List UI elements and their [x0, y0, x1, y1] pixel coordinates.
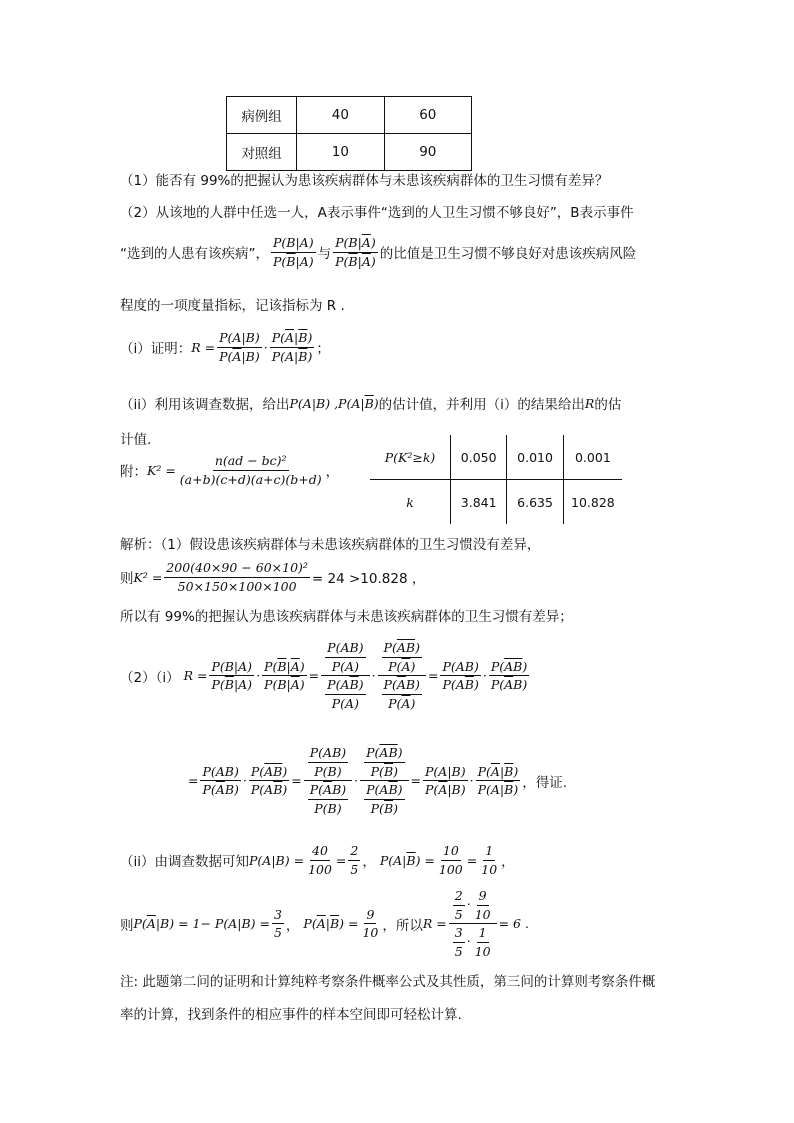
text: 的比值是卫生习惯不够良好对患该疾病风险: [379, 246, 637, 263]
header-cell: P(K²≥k): [370, 435, 450, 480]
text: （2）（i）: [120, 669, 180, 686]
text: = 24 >10.828 ，: [311, 571, 426, 588]
case-control-table: [226, 96, 472, 171]
cell: 0.050: [450, 435, 506, 480]
solution-line3: 所以有 99%的把握认为患该疾病群体与未患该疾病群体的卫生习惯有差异；: [120, 609, 573, 625]
formula: K² =: [147, 462, 176, 478]
cell: 6.635: [507, 480, 563, 525]
question-ii-line1: [120, 393, 621, 413]
text: 的估: [594, 397, 622, 413]
cell: 40: [297, 97, 384, 134]
formula: R: [584, 395, 595, 411]
cell: 0.001: [563, 435, 622, 480]
cell: 10.828: [563, 480, 622, 525]
row-label: k: [406, 494, 414, 510]
text: ，得证.: [522, 774, 568, 791]
text: 的估计值，并利用（i）的结果给出: [378, 397, 585, 413]
row-label: 对照组: [227, 134, 297, 171]
row-label: 病例组: [227, 97, 297, 134]
appendix-formula: 附： K² = $\frac{\text{n(ad − bc)²}}{(a+b)(c+d)(a+c)(b+d)}$ ，: [120, 453, 340, 487]
text: 附：: [120, 464, 147, 481]
text: 则: [120, 917, 134, 934]
text: 与: [317, 246, 332, 263]
text: 则: [120, 571, 134, 588]
question-1: （1）能否有 99%的把握认为患该疾病群体与未患该疾病群体的卫生习惯有差异？: [120, 173, 609, 189]
table-row: [370, 480, 622, 525]
solution-line2: [120, 560, 425, 594]
question-i: （i）证明： R = $\frac{P(A|B)}{P(\overline{A}|B)}$ · $\frac{P(\overline{A}|\overline{B})}{P(A|\overline{B})}$ ；: [120, 330, 330, 364]
note-line1: 注: 此题第二问的证明和计算纯粹考察条件概率公式及其性质，第三问的计算则考察条件概: [120, 974, 656, 990]
fraction: $\frac{\text{200(40×90 − 60×10)²}}{50\times 150\times 100\times 100}$: [166, 560, 308, 594]
solution-ii-line2: 则 $P(\overline{A}|B) = 1- P(A|B)$ = $\frac{3}{5}$ ， $P(\overline{A}|\overline{B})$ = $\frac{9}{10}$ ，所以 R = $\frac{2}{5}$ · $\frac{9}{10}$ $\frac{3}{5}$ · $\frac{1}{10}$ = 6 .: [120, 888, 529, 959]
solution-line1: 解析：（1）假设患该疾病群体与未患该疾病群体的卫生习惯没有差异，: [120, 537, 541, 553]
text: ；: [316, 341, 330, 358]
text: ，所以: [382, 917, 423, 934]
ratio-fraction-2: $\frac{P(B|\overline{A})}{P(\overline{B}|\overline{A})}$: [335, 235, 376, 269]
formula: R =: [191, 339, 216, 355]
fraction: $\frac{P(A|B)}{P(\overline{A}|B)}$: [219, 330, 260, 364]
cell: 60: [384, 97, 471, 134]
question-2-line1: （2）从该地的人群中任选一人，A表示事件“选到的人卫生习惯不够良好”，B表示事件: [120, 205, 634, 221]
fraction: $\frac{P(\overline{A}|\overline{B})}{P(A|\overline{B})}$: [271, 330, 313, 364]
table-row: [370, 435, 622, 480]
fraction: $\frac{\text{n(ad − bc)²}}{(a+b)(c+d)(a+c)(b+d)}$: [179, 453, 322, 487]
note-line2: 率的计算，找到条件的相应事件的样本空间即可轻松计算.: [120, 1007, 462, 1023]
derivation-line2: = $\frac{P(AB)}{P(\overline{A}B)}$ · $\frac{P(\overline{AB})}{P(A\overline{B})}$ = $\frac{\frac{P(AB)}{P(B)}}{\frac{P(\overline{A}B)}{P(B)}}$ · $\frac{\frac{P(\overline{AB})}{P(\overline{B})}}{\frac{P(A\overline{B})}{P(\overline{B})}}$ = $\frac{P(A|B)}{P(\overline{A}|B)}$ · $\frac{P(\overline{A}|\overline{B})}{P(A|\overline{B})}$ ，得证.: [188, 745, 568, 816]
formula: P(A|B) $,P(A|\overline{B})$: [289, 395, 379, 411]
table-row: [227, 97, 472, 134]
solution-ii-line1: （ii）由调查数据可知 P(A|B) = $\frac{40}{100}$ = $\frac{2}{5}$ ， $P(A|\overline{B})$ = $\frac{10}{100}$ = $\frac{1}{10}$ ，: [120, 843, 515, 877]
ratio-fraction-1: $\frac{P(B|A)}{P(\overline{B}|A)}$: [273, 235, 314, 269]
question-2-line3: 程度的一项度量指标，记该指标为 R .: [120, 298, 345, 314]
question-ii-line2: 计值.: [120, 432, 152, 448]
cell: 90: [384, 134, 471, 171]
formula: K² =: [133, 569, 163, 585]
question-2-line2: [120, 235, 636, 269]
cell: 3.841: [450, 480, 506, 525]
table-row: [227, 134, 472, 171]
text: （i）证明：: [120, 341, 192, 358]
text: “选到的人患有该疾病”，: [120, 246, 269, 263]
cell: 0.010: [507, 435, 563, 480]
derivation-line1: （2）（i） R = $\frac{P(B|A)}{P(\overline{B}|A)}$ · $\frac{P(\overline{B}|\overline{A})}{P(B|\overline{A})}$ = $\frac{\frac{P(AB)}{P(A)}}{\frac{P(A\overline{B})}{P(A)}}$ · $\frac{\frac{P(\overline{AB})}{P(\overline{A})}}{\frac{P(\overline{A}B)}{P(\overline{A})}}$ = $\frac{P(AB)}{P(A\overline{B})}$ · $\frac{P(\overline{AB})}{P(\overline{A}B)}$: [120, 640, 528, 711]
k-table: [370, 435, 622, 524]
text: （ii）利用该调查数据，给出: [120, 397, 290, 413]
text: （ii）由调查数据可知: [120, 854, 250, 871]
cell: 10: [297, 134, 384, 171]
